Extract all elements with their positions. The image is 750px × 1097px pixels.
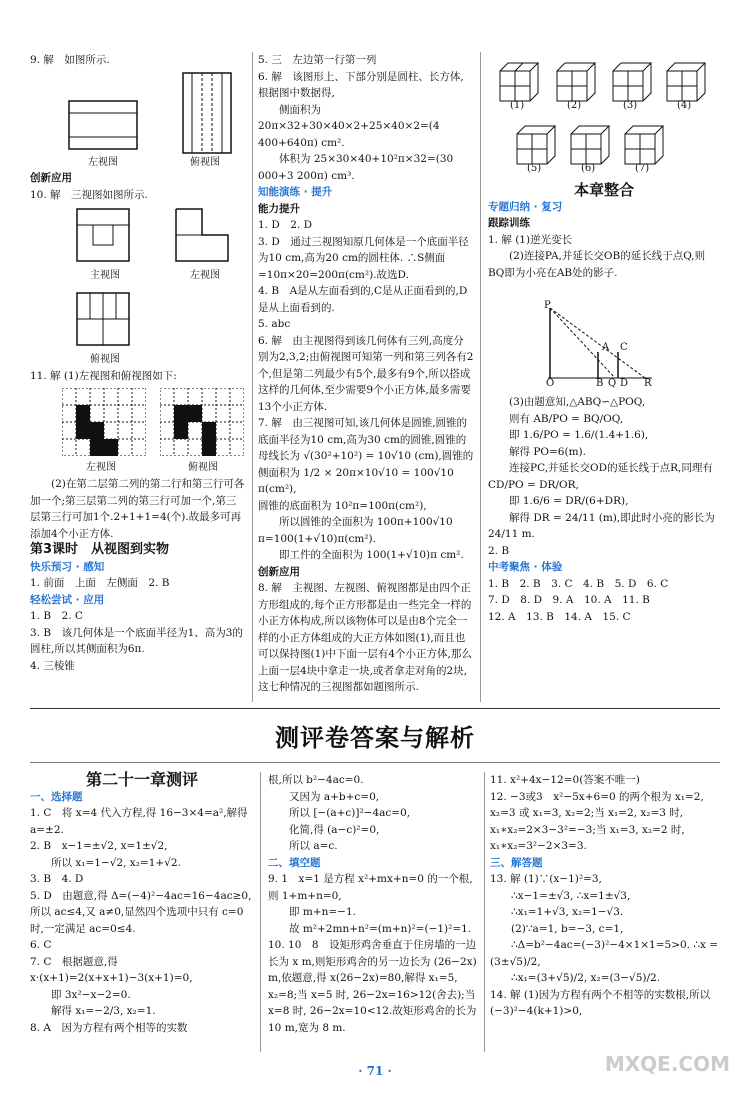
- q10-front-caption: 主视图: [90, 270, 120, 281]
- answer-c1: 1. 解 (1)逆光变长: [488, 233, 573, 246]
- q9-top-caption: 俯视图: [190, 157, 220, 168]
- q11: 11. 解 (1)左视图和俯视图如下:: [30, 370, 177, 382]
- chapter-title: 第二十一章测评: [85, 770, 198, 789]
- answer-h14: 14. 解 (1)因为方程有两个不相等的实数根,所以 (−3)²−4(k+1)>0,: [490, 988, 711, 1017]
- answer-e8: 8. A 因为方程有两个相等的实数: [30, 1021, 188, 1034]
- q10-top-caption: 俯视图: [90, 354, 120, 365]
- answer-d2: 7. D 8. D 9. A 10. A 11. B: [488, 594, 650, 606]
- answer-h13d: (2)∵a=1, b=−3, c=1,: [511, 922, 624, 935]
- q9-left-caption: 左视图: [88, 157, 118, 168]
- column-divider-2: [480, 52, 481, 702]
- answer-b7c: 所以圆锥的全面积为 100π+100√10 π=100(1+√10)π(cm²).: [258, 516, 453, 545]
- q11-top-view-grid: [160, 388, 244, 456]
- top-column-2: [258, 52, 474, 696]
- answer-2: 1. B 2. C: [30, 610, 83, 622]
- answer-g9c: 故 m²+2mn+n²=(m+n)²=(−1)²=1.: [289, 922, 472, 935]
- q9: 9. 解 如图所示.: [30, 54, 110, 66]
- q10-top-view-figure: [76, 292, 130, 346]
- label-O: O: [546, 378, 555, 389]
- answer-e7c: 解得 x₁=−2/3, x₂=1.: [51, 1005, 156, 1017]
- answer-e3: 3. B 4. D: [30, 873, 84, 885]
- heading-exam: 中考聚焦 · 体验: [488, 561, 563, 573]
- bottom-column-1: [30, 772, 254, 1036]
- q9-top-view-figure: [182, 72, 232, 154]
- answer-5: 5. 三 左边第一行第一列: [258, 54, 377, 66]
- q9-left-view-figure: [68, 100, 138, 150]
- answer-e7b: 即 3x²−x−2=0.: [51, 988, 131, 1001]
- answer-h13e: ∴Δ=b²−4ac=(−3)²−4×1×1=5>0. ∴x = (3±√5)/2,: [490, 939, 719, 968]
- chapter-summary-title: 本章整合: [573, 181, 634, 199]
- q10-left-caption: 左视图: [190, 270, 220, 281]
- q11-text: [30, 368, 245, 385]
- cube-label-4: (4): [677, 100, 692, 111]
- q10-left-view-figure: [175, 208, 229, 262]
- answer-e2b: 所以 x₁=1−√2, x₂=1+√2.: [51, 856, 181, 869]
- label-Q: Q: [608, 378, 617, 389]
- answer-h12: 12. −3或3 x²−5x+6=0 的两个根为 x₁=2, x₂=3 或 x₁=3, x₂=2;当 x₁=2, x₂=3 时, x₁∗x₂=2×3−3²=−3;当 x₁=3, x₂=2 时, x₁∗x₂=3²−2×3=3.: [490, 790, 704, 852]
- cube-label-3: (3): [623, 100, 638, 111]
- answer-g9b: 即 m+n=−1.: [289, 906, 356, 918]
- answer-b7: 7. 解 由三视图可知,该几何体是圆锥,圆锥的底面半径为10 cm,高为30 cm的圆锥,圆锥的母线长为 √(30²+10²) = 10√10 (cm),圆锥的侧面积为 1/2 × 20π×10√10 = 100√10 π(cm²),: [258, 417, 474, 495]
- answer-h13b: ∴x−1=±√3, ∴x=1±√3,: [511, 889, 631, 902]
- answer-c1h: 即 1.6/6 = DR/(6+DR),: [509, 495, 629, 507]
- answer-4: 4. 三棱锥: [30, 659, 75, 672]
- banner-rule-bottom: [30, 762, 720, 763]
- answer-c1e: 即 1.6/PO = 1.6/(1.4+1.6),: [509, 429, 649, 441]
- cube-label-2: (2): [567, 100, 582, 111]
- label-P: P: [544, 300, 551, 311]
- banner-title: 测评卷答案与解析: [275, 723, 475, 752]
- answer-b8: 8. 解 主视图、左视图、俯视图都是由四个正方形组成的,每个正方形都是由一些完全一样的小正方体构成,所以该物体可以是由8个完全一样的小正方体组成的大正方体如图(1),而且也可以保持图(1)中下面一层有4个小正方体,那么上面一层4块中拿走一块,或者拿走对角的2块,这七种情况的三视图都如题图所示.: [258, 582, 472, 693]
- q10-text: [30, 170, 245, 203]
- answer-c1g: 连接PC,并延长交OD的延长线于点R,同理有 CD/PO = DR/OR,: [488, 462, 713, 491]
- label-D: D: [620, 378, 629, 389]
- heading-review: 专题归纳 · 复习: [488, 200, 563, 213]
- answer-c1d: 则有 AB/PO = BQ/OQ,: [509, 412, 624, 425]
- bottom-column-divider: [260, 772, 261, 1052]
- cube-label-6: (6): [581, 163, 596, 174]
- answer-6b: 侧面积为 20π×32+30×40×2+25×40×2=(4 400+640π) cm².: [258, 103, 440, 149]
- answer-e2: 2. B x−1=±√2, x=1±√2,: [30, 840, 168, 852]
- answer-b5: 5. abc: [258, 318, 291, 330]
- column-divider: [252, 52, 253, 702]
- top-column-1-lower: [30, 476, 245, 674]
- answer-h13f: ∴x₁=(3+√5)/2, x₂=(3−√5)/2.: [511, 972, 661, 984]
- watermark: MXQE.COM: [604, 1052, 730, 1076]
- answer-c1b: (2)连接PA,并延长交OB的延长线于点Q,则BQ即为小亮在AB处的影子.: [488, 250, 706, 279]
- answer-b3: 3. D 通过三视图知原几何体是一个底面半径为10 cm,高为20 cm的圆柱体. ∴S侧面=10π×20=200π(cm²).故选D.: [258, 235, 469, 281]
- page-number: · 71 ·: [358, 1064, 392, 1078]
- answer-h13c: ∴x₁=1+√3, x₂=1−√3.: [511, 906, 624, 918]
- cube-figures: [495, 52, 720, 177]
- label-B: B: [596, 378, 604, 389]
- answer-c2: 2. B: [488, 544, 510, 557]
- answer-g10: 10. 10 8 设矩形鸡舍垂直于住房墙的一边长为 x m,则矩形鸡舍的另一边长为 (26−2x) m,依题意,得 x(26−2x)=80,解得 x₁=5, x₂=8;当 x=5 时, 26−2x=16>12(舍去);当 x=8 时, 26−2x=10<12.故矩形鸡舍的长为 10 m,宽为 8 m.: [268, 939, 477, 1034]
- answer-b4: 4. B A是从左面看到的,C是从正面看到的,D是从上面看到的.: [258, 285, 468, 314]
- answer-e7: 7. C 根据题意,得 x·(x+1)=2(x+x+1)−3(x+1)=0,: [30, 955, 193, 984]
- bottom-column-divider-2: [484, 772, 485, 1052]
- heading-choice: 一、选择题: [30, 790, 83, 803]
- answer-b1: 1. D 2. D: [258, 219, 313, 231]
- bottom-column-2: [268, 772, 478, 1036]
- q11-top-caption: 俯视图: [188, 462, 218, 473]
- top-column-3-lower: [488, 394, 720, 625]
- answer-c1f: 解得 PO=6(m).: [509, 445, 586, 458]
- q10: 10. 解 三视图如图所示.: [30, 188, 148, 201]
- heading-try: 轻松尝试 · 应用: [30, 593, 105, 606]
- answer-b7d: 即工件的全面积为 100(1+√10)π cm².: [279, 549, 464, 561]
- heading-ability: 能力提升: [258, 202, 300, 215]
- banner-rule-top: [30, 708, 720, 709]
- top-column-1: [30, 52, 245, 69]
- cube-label-5: (5): [527, 163, 542, 174]
- answer-1: 1. 前面 上面 左侧面 2. B: [30, 577, 170, 589]
- top-column-3: [488, 182, 720, 281]
- answer-h11: 11. x²+4x−12=0(答案不唯一): [490, 774, 640, 786]
- answer-c1i: 解得 DR = 24/11 (m),即此时小亮的影长为 24/11 m.: [488, 511, 715, 540]
- answer-3: 3. B 该几何体是一个底面半径为1、高为3的圆柱,所以其侧面积为6π.: [30, 626, 243, 655]
- bottom-column-3: [490, 772, 720, 1020]
- answer-f1: 根,所以 b²−4ac=0.: [268, 774, 364, 786]
- heading-creative: 创新应用: [258, 565, 300, 578]
- cube-label-7: (7): [635, 163, 650, 174]
- answer-d1: 1. B 2. B 3. C 4. B 5. D 6. C: [488, 577, 669, 590]
- lesson-title: 第3课时 从视图到实物: [30, 542, 170, 557]
- answer-e1: 1. C 将 x=4 代入方程,得 16−3×4=a²,解得 a=±2.: [30, 807, 248, 836]
- label-R: R: [644, 378, 652, 389]
- answer-e6: 6. C: [30, 939, 52, 951]
- heading-solve: 三、解答题: [490, 856, 543, 869]
- answer-b6: 6. 解 由主视图得到该几何体有三列,高度分别为2,3,2;由俯视图可知第一列和第三列各有2个,但是第二列最少有5个,最多有9个,所以搭成这样的几何体,至少需要9个小正方体,最多需要13个小正方体.: [258, 334, 474, 413]
- answer-h13: 13. 解 (1)∵(x−1)²=3,: [490, 873, 602, 885]
- label-C: C: [620, 342, 628, 353]
- answer-g9: 9. 1 x=1 是方程 x²+mx+n=0 的一个根,则 1+m+n=0,: [268, 873, 473, 902]
- q11-left-caption: 左视图: [86, 462, 116, 473]
- q11-left-view-grid: [62, 388, 146, 456]
- answer-f5: 所以 a=c.: [289, 840, 338, 852]
- answer-b7b: 圆锥的底面积为 10²π=100π(cm²),: [258, 499, 427, 512]
- answer-6: 6. 解 该图形上、下部分别是圆柱、长方体,根据图中数据得,: [258, 70, 464, 99]
- answer-f4: 化简,得 (a−c)²=0,: [289, 823, 380, 836]
- answer-f3: 所以 [−(a+c)]²−4ac=0,: [289, 807, 411, 819]
- heading-fill: 二、填空题: [268, 856, 321, 869]
- heading-preview: 快乐预习 · 感知: [30, 560, 105, 573]
- label-A: A: [602, 342, 610, 353]
- q10-front-view-figure: [76, 208, 130, 262]
- answer-d3: 12. A 13. B 14. A 15. C: [488, 610, 631, 623]
- answer-f2: 又因为 a+b+c=0,: [289, 790, 380, 803]
- cube-label-1: (1): [510, 100, 525, 111]
- q11b: (2)在第二层第二列的第二行和第三行可各加一个;第三层第二列的第三行可加一个,第三层第三行可加1个.2+1+1=4(个).故最多可再添加4个小正方体.: [30, 478, 245, 540]
- answer-6c: 体积为 25×30×40+10²π×32=(30 000+3 200π) cm³.: [258, 153, 454, 182]
- answer-c1c: (3)由题意知,△ABQ∽△POQ,: [509, 396, 646, 408]
- heading-practice: 知能演练 · 提升: [258, 186, 333, 198]
- section-creative: 创新应用: [30, 172, 72, 184]
- answer-e5: 5. D 由题意,得 Δ=(−4)²−4ac=16−4ac≥0,所以 ac≤4,又 a≠0,显然四个选项中只有 c=0时,一定满足 ac=0≤4.: [30, 889, 252, 935]
- shadow-diagram: [540, 300, 660, 390]
- heading-tracking: 跟踪训练: [488, 217, 530, 229]
